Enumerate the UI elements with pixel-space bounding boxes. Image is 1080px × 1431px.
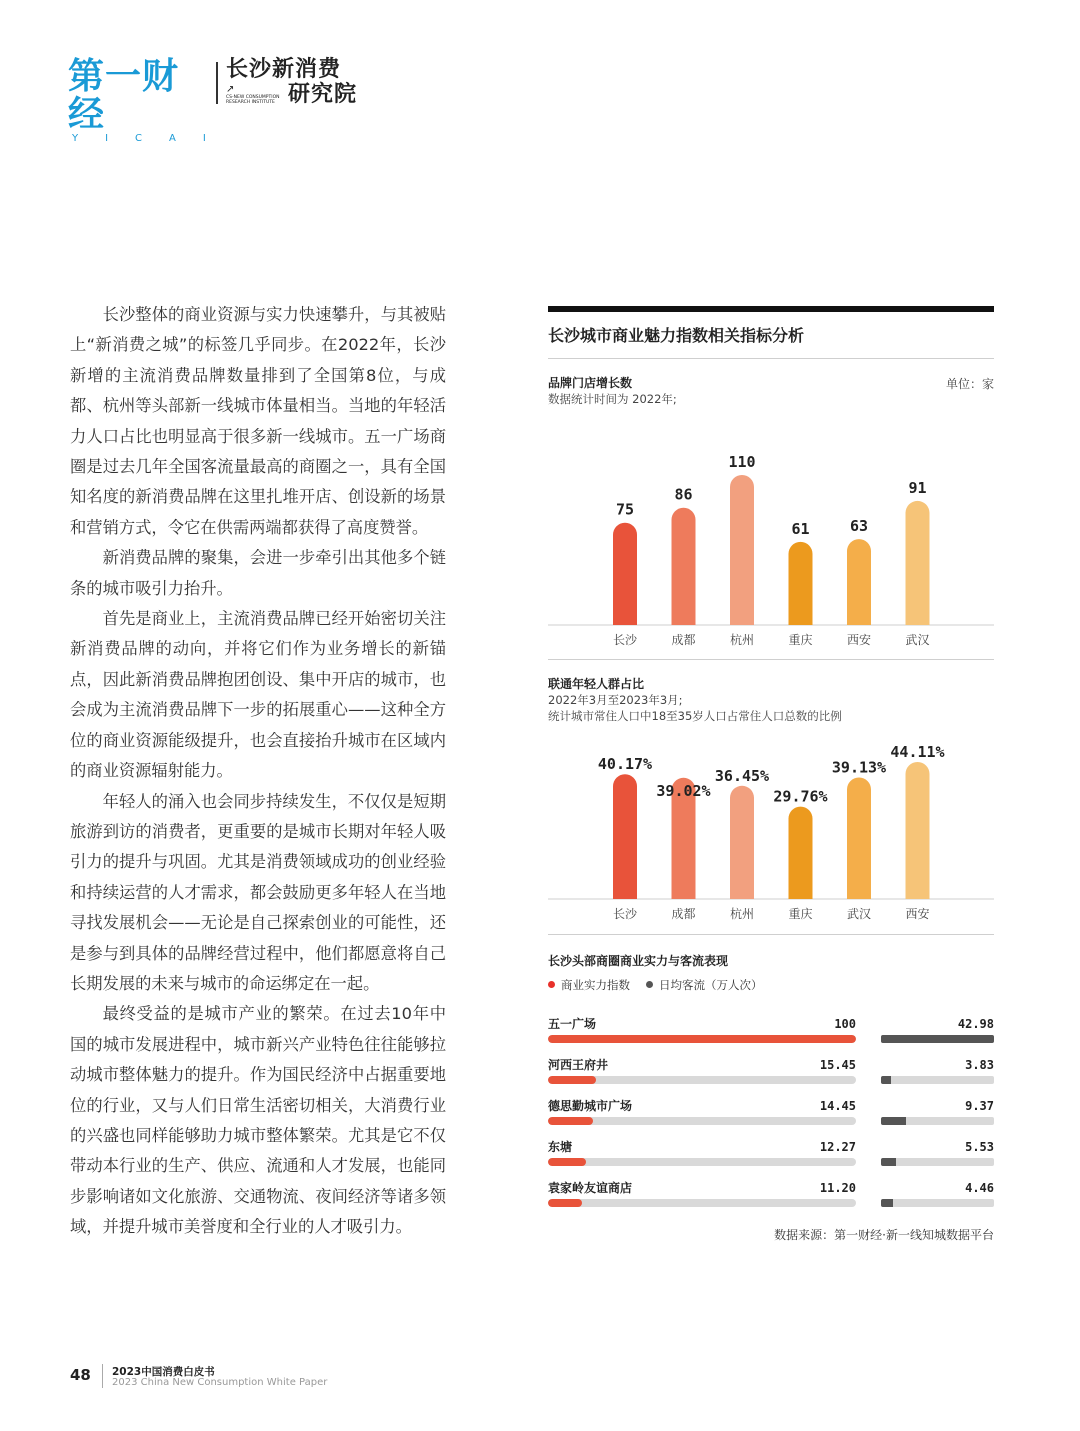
category-label: 长沙 bbox=[612, 633, 638, 647]
mall-row bbox=[548, 1138, 994, 1179]
chart-title: 联通年轻人群占比 bbox=[548, 677, 645, 691]
legend-dot-icon bbox=[646, 981, 653, 988]
commercial-index-bar bbox=[548, 1117, 593, 1125]
category-label: 武汉 bbox=[905, 633, 930, 647]
legend-label: 日均客流（万人次） bbox=[659, 978, 763, 992]
paragraph: 最终受益的是城市产业的繁荣。在过去10年中国的城市发展进程中，城市新兴产业特色往往能够拉动城市整体魅力的提升。作为国民经济中占据重要地位的行业，又与人们日常生活密切相关，大消费行业的兴盛也同样能够助力城市整体繁荣。尤其是它不仅带动本行业的生产、供应、流通和人才发展，也能同步影响诸如文化旅游、交通物流、夜间经济等诸多领域，并提升城市美誉度和全行业的人才吸引力。 bbox=[70, 1004, 446, 1237]
daily-traffic-label: 42.98 bbox=[957, 1017, 994, 1031]
chart-subtitle-2: 统计城市常住人口中18至35岁人口占常住人口总数的比例 bbox=[548, 709, 842, 723]
paragraph: 首先是商业上，主流消费品牌已经开始密切关注新消费品牌的动向，并将它们作为业务增长的新锚点，因此新消费品牌抱团创设、集中开店的城市，也会成为主流消费品牌下一步的拓展重心——这种全方位的商业资源能级提升，也会直接抬升城市在区域内的商业资源辐射能力。 bbox=[70, 609, 446, 781]
daily-traffic-bar bbox=[881, 1158, 896, 1166]
bar bbox=[672, 508, 696, 625]
daily-traffic-bar bbox=[881, 1076, 891, 1084]
data-label: 61 bbox=[791, 519, 810, 538]
commercial-index-bar bbox=[548, 1158, 586, 1166]
data-label: 29.76% bbox=[773, 787, 828, 806]
category-label: 长沙 bbox=[612, 907, 638, 921]
category-label: 武汉 bbox=[846, 907, 872, 921]
footer-title-cn: 2023中国消费白皮书 bbox=[112, 1366, 215, 1378]
daily-traffic-bar bbox=[881, 1035, 994, 1043]
yicai-logo-en: YICAI bbox=[72, 133, 233, 144]
data-label: 44.11% bbox=[890, 743, 945, 761]
chart-subtitle: 数据统计时间为 2022年; bbox=[548, 392, 677, 406]
bar bbox=[613, 774, 637, 899]
chart-title: 品牌门店增长数 bbox=[548, 376, 633, 390]
page-number: 48 bbox=[70, 1366, 91, 1384]
arrow-icon: ↗ bbox=[226, 84, 235, 95]
category-label: 西安 bbox=[846, 633, 872, 647]
commercial-index-label: 15.45 bbox=[819, 1058, 856, 1072]
category-label: 杭州 bbox=[729, 907, 755, 921]
data-label: 40.17% bbox=[597, 755, 653, 774]
category-label: 重庆 bbox=[788, 633, 813, 647]
bar bbox=[847, 777, 871, 899]
commercial-index-track bbox=[548, 1158, 856, 1166]
footer-title-en: 2023 China New Consumption White Paper bbox=[112, 1377, 328, 1388]
data-label: 36.45% bbox=[714, 766, 770, 785]
data-label: 39.13% bbox=[831, 758, 887, 777]
divider bbox=[548, 659, 994, 660]
commercial-index-track bbox=[548, 1117, 856, 1125]
store-growth-plot bbox=[548, 407, 994, 657]
store-growth-chart bbox=[548, 375, 994, 657]
chart-subtitle: 2022年3月至2023年3月; bbox=[548, 693, 683, 707]
data-label: 39.02% bbox=[656, 781, 711, 800]
paragraph: 长沙整体的商业资源与实力快速攀升，与其被贴上“新消费之城”的标签几乎同步。在2022年，长沙新增的主流消费品牌数量排到了全国第8位，与成都、杭州等头部新一线城市体量相当。当地的年轻活力人口占比也明显高于很多新一线城市。五一广场商圈是过去几年全国客流量最高的商圈之一，具有全国知名度的新消费品牌在这里扎堆开店、创设新的场景和营销方式，令它在供需两端都获得了高度赞誉。 bbox=[70, 305, 446, 537]
mall-performance-chart bbox=[548, 953, 994, 1220]
divider bbox=[548, 358, 994, 359]
commercial-index-label: 11.20 bbox=[819, 1181, 856, 1195]
article-body bbox=[70, 300, 446, 1243]
divider bbox=[548, 934, 994, 935]
commercial-index-track bbox=[548, 1035, 856, 1043]
daily-traffic-label: 5.53 bbox=[965, 1140, 994, 1154]
mall-name: 五一广场 bbox=[548, 1017, 597, 1031]
commercial-index-label: 100 bbox=[834, 1017, 856, 1031]
bar bbox=[906, 762, 930, 899]
category-label: 重庆 bbox=[788, 907, 813, 921]
chart-title: 长沙头部商圈商业实力与客流表现 bbox=[548, 954, 729, 968]
chart-unit: 单位：家 bbox=[945, 377, 994, 391]
category-label: 成都 bbox=[671, 907, 696, 921]
paragraph: 新消费品牌的聚集，会进一步牵引出其他多个链条的城市吸引力抬升。 bbox=[70, 548, 446, 598]
category-label: 成都 bbox=[671, 633, 696, 647]
bar bbox=[847, 539, 871, 625]
analysis-panel bbox=[548, 306, 994, 1220]
daily-traffic-track bbox=[881, 1199, 994, 1207]
daily-traffic-label: 9.37 bbox=[965, 1099, 994, 1113]
commercial-index-label: 14.45 bbox=[819, 1099, 856, 1113]
mall-name: 德思勤城市广场 bbox=[548, 1099, 633, 1113]
bar bbox=[730, 475, 754, 625]
cs-logo-line1: 长沙新消费 bbox=[226, 57, 342, 82]
category-label: 西安 bbox=[905, 907, 930, 921]
panel-top-bar bbox=[548, 306, 994, 312]
bar bbox=[906, 501, 930, 625]
commercial-index-track bbox=[548, 1199, 856, 1207]
daily-traffic-track bbox=[881, 1117, 994, 1125]
yicai-logo bbox=[68, 56, 233, 144]
bar bbox=[789, 807, 813, 899]
mall-row bbox=[548, 1097, 994, 1138]
commercial-index-label: 12.27 bbox=[819, 1140, 856, 1154]
category-label: 杭州 bbox=[729, 633, 755, 647]
daily-traffic-track bbox=[881, 1076, 994, 1084]
mall-name: 东塘 bbox=[548, 1140, 573, 1154]
panel-title: 长沙城市商业魅力指数相关指标分析 bbox=[548, 326, 805, 345]
yicai-logo-cn: 第一财经 bbox=[68, 56, 180, 135]
paragraph: 年轻人的涌入也会同步持续发生，不仅仅是短期旅游到访的消费者，更重要的是城市长期对年轻人吸引力的提升与巩固。尤其是消费领域成功的创业经验和持续运营的人才需求，都会鼓励更多年轻人在当地寻找发展机会——无论是自己探索创业的可能性，还是参与到具体的品牌经营过程中，他们都愿意将自己长期发展的未来与城市的命运绑定在一起。 bbox=[70, 791, 446, 993]
bar bbox=[613, 523, 637, 625]
data-label: 63 bbox=[849, 517, 869, 536]
youth-ratio-chart bbox=[548, 676, 994, 928]
legend-item bbox=[548, 977, 630, 993]
commercial-index-track bbox=[548, 1076, 856, 1084]
mall-rows bbox=[548, 1015, 994, 1220]
daily-traffic-track bbox=[881, 1035, 994, 1043]
commercial-index-bar bbox=[548, 1076, 596, 1084]
commercial-index-bar bbox=[548, 1199, 582, 1207]
legend-item bbox=[646, 977, 763, 993]
daily-traffic-label: 3.83 bbox=[965, 1058, 994, 1072]
daily-traffic-label: 4.46 bbox=[965, 1181, 994, 1195]
data-label: 110 bbox=[728, 453, 756, 471]
daily-traffic-bar bbox=[881, 1199, 893, 1207]
data-source: 数据来源：第一财经·新一线知城数据平台 bbox=[774, 1228, 994, 1242]
logo-divider bbox=[216, 62, 218, 104]
mall-row bbox=[548, 1179, 994, 1220]
footer-divider bbox=[102, 1364, 103, 1388]
commercial-index-bar bbox=[548, 1035, 856, 1043]
daily-traffic-bar bbox=[881, 1117, 906, 1125]
data-label: 86 bbox=[674, 485, 693, 504]
mall-row bbox=[548, 1015, 994, 1056]
bar bbox=[789, 542, 813, 625]
youth-ratio-plot bbox=[548, 724, 994, 928]
mall-row bbox=[548, 1056, 994, 1097]
data-label: 75 bbox=[615, 500, 635, 519]
cs-logo-line2: 研究院 bbox=[288, 82, 358, 107]
bar bbox=[730, 786, 754, 899]
daily-traffic-track bbox=[881, 1158, 994, 1166]
legend-dot-icon bbox=[548, 981, 555, 988]
mall-name: 河西王府井 bbox=[548, 1058, 609, 1072]
data-label: 91 bbox=[908, 478, 927, 497]
mall-name: 袁家岭友谊商店 bbox=[548, 1181, 633, 1195]
legend-label: 商业实力指数 bbox=[561, 978, 630, 992]
cs-logo-mini: CS-NEW CONSUMPTION RESEARCH INSTITUTE bbox=[226, 95, 280, 105]
chart-legend bbox=[548, 977, 994, 993]
cs-institute-logo bbox=[226, 58, 396, 106]
